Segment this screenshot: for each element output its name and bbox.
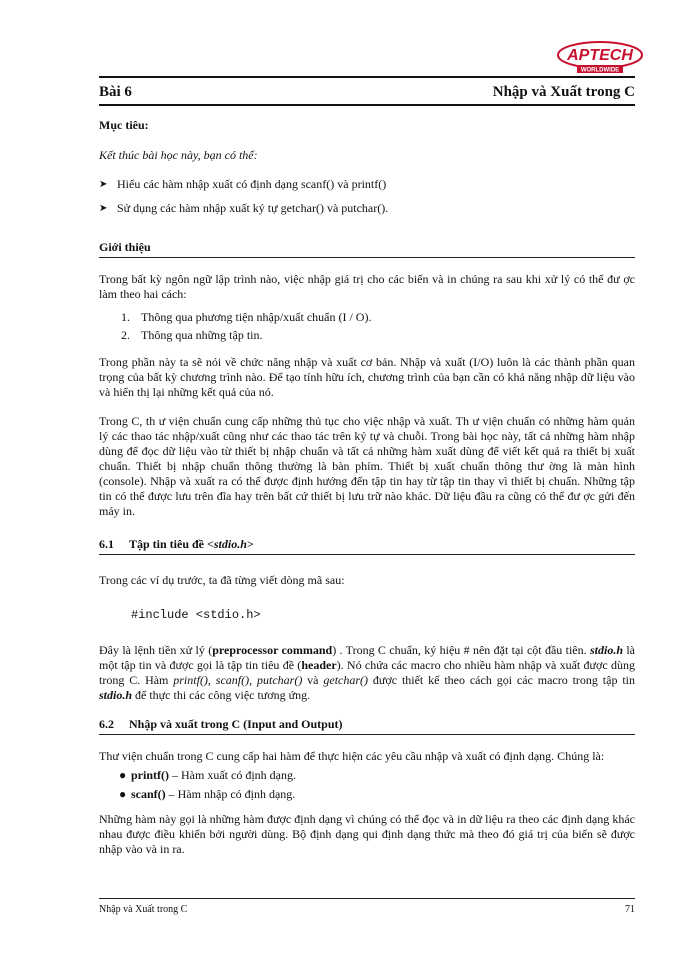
header-top-rule [99, 76, 635, 78]
footer-rule [99, 898, 635, 899]
list-item: 2. Thông qua những tập tin. [121, 328, 263, 342]
footer-title: Nhập và Xuất trong C [99, 904, 188, 915]
arrow-bullet-icon: ➤ [99, 179, 108, 190]
bullet-dot-icon: ● [119, 768, 127, 782]
section-6-1-paragraph-2: Đây là lệnh tiền xử lý (preprocessor command) . Trong C chuẩn, ký hiệu # nên đặt tại cột đầu tiên. stdio.h là một tập tin và được gọi là tập tin tiêu đề (header). Nó chứa các macro cho nhiều hàm nhập và xuất được dùng trong C. Hàm printf(), scanf(), putchar() và getchar() được thiết kế theo cách gọi các macro trong tập tin stdio.h để thực thi các công việc tương ứng. [99, 643, 636, 702]
logo-subtext: WORLDWIDE [580, 67, 620, 74]
page-number: 71 [625, 904, 635, 915]
objectives-intro: Kết thúc bài học này, bạn có thể: [99, 148, 258, 162]
aptech-logo [555, 40, 645, 76]
section-heading-intro: Giới thiệu [99, 240, 635, 258]
intro-paragraph-2: Trong phần này ta sẽ nói về chức năng nhập và xuất cơ bản. Nhập và xuất (I/O) luôn là các thành phần quan trọng của bất kỳ chương trình nào. Để tạo tính hữu ích, chương trình của bạn cần có khả năng nhập dữ liệu vào và hiển thị lại những kết quả của nó. [99, 355, 635, 399]
function-list [119, 768, 635, 802]
list-item: ● printf() – Hàm xuất có định dạng. [119, 768, 296, 782]
bullet-dot-icon: ● [119, 787, 127, 801]
intro-paragraph-1: Trong bất kỳ ngôn ngữ lập trình nào, việc nhập giá trị cho các biến và in chúng ra sau khi xử lý có thể đư ợc làm theo hai cách: [99, 272, 635, 301]
section-6-2-paragraph-2: Những hàm này gọi là những hàm được định dạng vì chúng có thể đọc và in dữ liệu ra theo các định dạng khác nhau được điều khiển bởi người dùng. Bộ định dạng qui định dạng thức mà theo đó giá trị của biến sẽ được nhập vào và in ra. [99, 812, 635, 856]
code-line: #include <stdio.h> [131, 608, 261, 622]
section-6-2-paragraph-1: Thư viện chuẩn trong C cung cấp hai hàm để thực hiện các yêu cầu nhập và xuất có định dạng. Chúng là: [99, 749, 605, 763]
list-item: ● scanf() – Hàm nhập có định dạng. [119, 787, 296, 801]
section-heading-6-1: 6.1 Tập tin tiêu đề <stdio.h> [99, 537, 635, 555]
objective-item: ➤ Sử dụng các hàm nhập xuất ký tự getchar() và putchar(). [99, 201, 389, 215]
arrow-bullet-icon: ➤ [99, 203, 108, 214]
lesson-number: Bài 6 [99, 84, 132, 100]
objectives-heading: Mục tiêu: [99, 118, 149, 132]
intro-paragraph-3: Trong C, th ư viện chuẩn cung cấp những thủ tục cho việc nhập và xuất. Th ư viện chuẩn có những hàm quản lý các thao tác nhập/xuất cũng như các thao tác trên ký tự và chuỗi. Trong bài học này, tất cả những hàm nhập dùng để đọc dữ liệu vào từ thiết bị nhập chuẩn và tất cả những hàm xuất dùng để viết kết quả ra thiết bị xuất chuẩn. Thiết bị nhập chuẩn thông thường là bàn phím. Thiết bị xuất chuẩn thông thư ờng là màn hình (console). Nhập và xuất ra có thể được định hướng đến tập tin hay từ tập tin thay vì thiết bị chuẩn. Những tập tin có thể được lưu trên đĩa hay trên bất cứ thiết bị lưu trữ nào khác. Dữ liệu đầu ra cũng có thể đư ợc gửi đến máy in. [99, 414, 635, 518]
logo-text: APTECH [567, 47, 633, 64]
lesson-title: Nhập và Xuất trong C [492, 84, 635, 100]
section-heading-6-2: 6.2 Nhập và xuất trong C (Input and Output) [99, 717, 635, 735]
numbered-list [121, 310, 635, 343]
section-6-1-paragraph-1: Trong các ví dụ trước, ta đã từng viết dòng mã sau: [99, 573, 345, 587]
objective-item: ➤ Hiểu các hàm nhập xuất có định dạng scanf() và printf() [99, 177, 387, 191]
header-bottom-rule [99, 104, 635, 106]
page-content [99, 118, 635, 857]
list-item: 1. Thông qua phương tiện nhập/xuất chuẩn (I / O). [121, 310, 372, 324]
